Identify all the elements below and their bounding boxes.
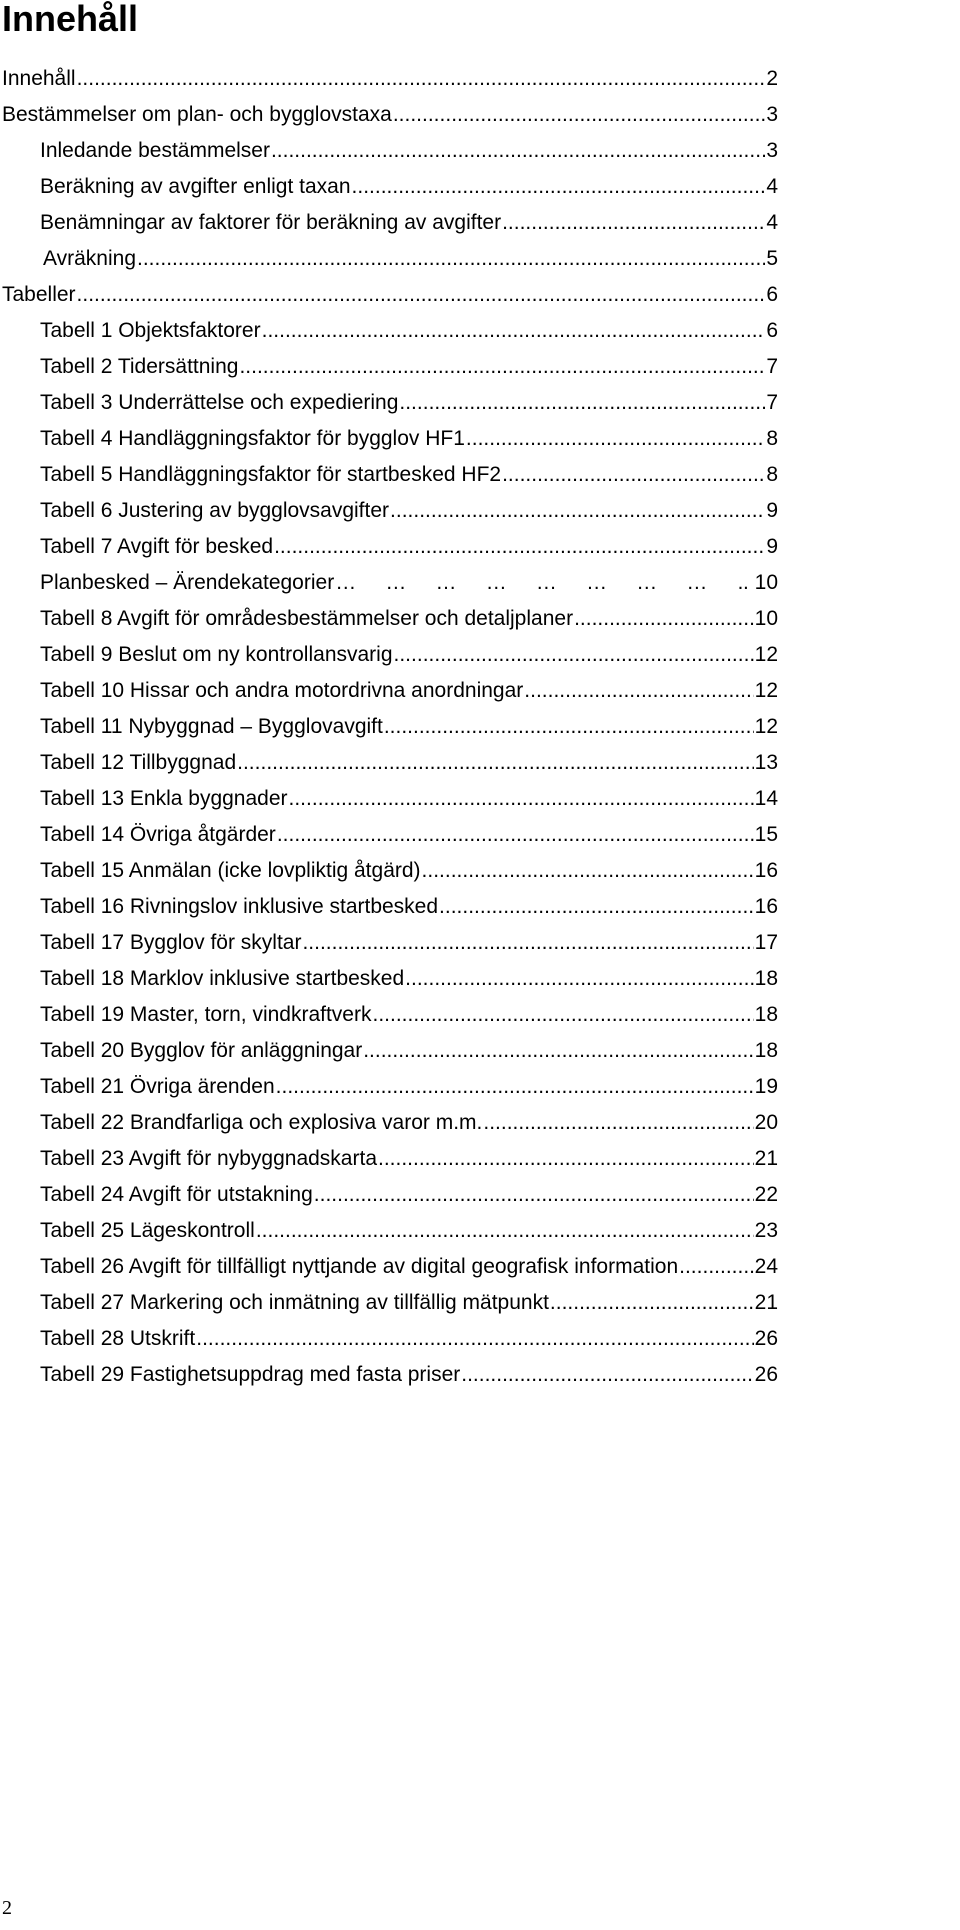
toc-entry[interactable] (2, 63, 778, 95)
dot-leader (77, 279, 766, 311)
toc-entry[interactable] (40, 1035, 778, 1067)
dot-leader (314, 1179, 754, 1211)
dot-leader (461, 1359, 753, 1391)
toc-entry[interactable] (40, 1359, 778, 1391)
toc-entry-label: Tabell 18 Marklov inklusive startbesked (40, 967, 405, 990)
toc-entry-label: Tabell 20 Bygglov för anläggningar (40, 1039, 363, 1062)
toc-entry-page: 21 (754, 1291, 778, 1314)
toc-entry[interactable] (40, 459, 778, 491)
toc-entry-label: Tabell 10 Hissar och andra motordrivna anordningar (40, 679, 524, 702)
toc-entry-label: Tabell 9 Beslut om ny kontrollansvarig (40, 643, 393, 666)
toc-entry[interactable] (40, 1287, 778, 1319)
toc-entry-page: 2 (766, 67, 778, 90)
toc-entry[interactable] (40, 351, 778, 383)
toc-entry-page: 24 (754, 1255, 778, 1278)
toc-entry-label: Inledande bestämmelser (40, 139, 270, 162)
toc-entry[interactable] (2, 279, 778, 311)
toc-entry-label: Tabell 7 Avgift för besked (40, 535, 274, 558)
toc-entry[interactable] (40, 1215, 778, 1247)
dot-leader (502, 207, 765, 239)
toc-entry[interactable] (40, 711, 778, 743)
dot-leader (276, 1071, 754, 1103)
toc-entry-label: Benämningar av faktorer för beräkning av avgifter (40, 211, 502, 234)
toc-entry-label: Tabell 14 Övriga åtgärder (40, 823, 276, 846)
toc-entry[interactable] (40, 999, 778, 1031)
toc-entry-page: 6 (766, 319, 778, 342)
toc-entry-page: 9 (766, 499, 778, 522)
dot-leader (405, 963, 753, 995)
dot-leader (262, 315, 766, 347)
toc-entry-label: Tabell 12 Tillbyggnad (40, 751, 237, 774)
toc-entry-label: Planbesked – Ärendekategorier (40, 571, 335, 594)
toc-entry[interactable] (40, 1071, 778, 1103)
toc-entry-page: 3 (766, 103, 778, 126)
toc-entry[interactable] (40, 747, 778, 779)
toc-entry-page: 5 (766, 247, 778, 270)
toc-entry-label: Tabell 26 Avgift för tillfälligt nyttjande av digital geografisk information (40, 1255, 679, 1278)
toc-entry-page: 12 (754, 679, 778, 702)
toc-entry-page: 7 (766, 355, 778, 378)
dot-leader (372, 999, 753, 1031)
dot-leader (384, 711, 754, 743)
toc-entry-label: Tabell 29 Fastighetsuppdrag med fasta priser (40, 1363, 461, 1386)
dot-leader (390, 495, 765, 527)
dot-leader (289, 783, 754, 815)
toc-entry-label: Tabell 24 Avgift för utstakning (40, 1183, 313, 1206)
toc-entry-page: 18 (754, 1003, 778, 1026)
toc-entry-page: 7 (766, 391, 778, 414)
dot-leader (237, 747, 754, 779)
toc-entry-page: 10 (754, 607, 778, 630)
dot-leader (277, 819, 754, 851)
toc-entry-page: 18 (754, 967, 778, 990)
toc-entry[interactable] (40, 1179, 778, 1211)
toc-entry[interactable] (40, 1143, 778, 1175)
toc-entry-label: Tabell 15 Anmälan (icke lovpliktig åtgärd) (40, 859, 421, 882)
toc-entry-label: Bestämmelser om plan- och bygglovstaxa (2, 103, 392, 126)
toc-entry-page: 13 (754, 751, 778, 774)
dot-leader (352, 171, 766, 203)
dot-leader (393, 99, 765, 131)
toc-entry[interactable] (40, 855, 778, 887)
dot-leader (378, 1143, 754, 1175)
dot-leader (302, 927, 753, 959)
toc-entry-page: 18 (754, 1039, 778, 1062)
toc-entry-page: 8 (766, 463, 778, 486)
dot-leader (422, 855, 754, 887)
dot-leader (679, 1251, 754, 1283)
toc-entry[interactable] (2, 99, 778, 131)
page-title: Innehåll (2, 0, 139, 39)
toc-entry-label: Tabell 6 Justering av bygglovsavgifter (40, 499, 390, 522)
toc-entry-label: Tabeller (2, 283, 76, 306)
toc-entry-page: 17 (754, 931, 778, 954)
dot-leader (77, 63, 766, 95)
toc-entry-page: 12 (754, 715, 778, 738)
dot-leader (502, 459, 765, 491)
toc-entry[interactable] (40, 135, 778, 167)
toc-entry-page: . 10 (742, 571, 778, 594)
toc-entry-page: 21 (754, 1147, 778, 1170)
toc-entry-label: Tabell 22 Brandfarliga och explosiva varor m.m. (40, 1111, 483, 1134)
toc-entry[interactable] (40, 315, 778, 347)
toc-entry-label: Tabell 3 Underrättelse och expediering (40, 391, 399, 414)
toc-entry-page: 26 (754, 1363, 778, 1386)
toc-entry[interactable] (40, 207, 778, 239)
toc-entry-label: Tabell 4 Handläggningsfaktor för bygglov HF1 (40, 427, 465, 450)
dot-leader (466, 423, 765, 455)
toc-entry-page: 9 (766, 535, 778, 558)
dot-leader (274, 531, 765, 563)
toc-entry[interactable] (40, 567, 778, 599)
toc-entry-page: 4 (766, 175, 778, 198)
toc-entry-page: 3 (766, 139, 778, 162)
toc-entry-page: 20 (754, 1111, 778, 1134)
toc-entry-label: Tabell 19 Master, torn, vindkraftverk (40, 1003, 372, 1026)
toc-entry-label: Tabell 21 Övriga ärenden (40, 1075, 275, 1098)
toc-entry-label: Beräkning av avgifter enligt taxan (40, 175, 351, 198)
toc-entry-page: 23 (754, 1219, 778, 1242)
toc-entry-page: 16 (754, 895, 778, 918)
toc-entry[interactable] (40, 783, 778, 815)
toc-entry-label: Tabell 8 Avgift för områdesbestämmelser och detaljplaner (40, 607, 574, 630)
toc-entry-page: 12 (754, 643, 778, 666)
toc-entry-label: Tabell 1 Objektsfaktorer (40, 319, 261, 342)
dot-leader (239, 351, 765, 383)
page-number: 2 (2, 1897, 12, 1919)
dot-leader (524, 675, 753, 707)
toc-entry-label: Tabell 27 Markering och inmätning av tillfällig mätpunkt (40, 1291, 549, 1314)
toc-entry[interactable] (40, 927, 778, 959)
toc-entry[interactable] (40, 639, 778, 671)
dot-leader (399, 387, 765, 419)
toc-entry-label: Avräkning (43, 247, 137, 270)
dot-leader (335, 567, 742, 599)
toc-entry[interactable] (40, 495, 778, 527)
toc-entry[interactable] (40, 819, 778, 851)
toc-entry-page: 15 (754, 823, 778, 846)
toc-entry[interactable] (40, 963, 778, 995)
toc-entry-page: 16 (754, 859, 778, 882)
toc-entry-label: Tabell 5 Handläggningsfaktor för startbesked HF2 (40, 463, 502, 486)
toc-entry-label: Tabell 23 Avgift för nybyggnadskarta (40, 1147, 377, 1170)
toc-entry[interactable] (40, 891, 778, 923)
dot-leader (137, 243, 765, 275)
dot-leader (394, 639, 754, 671)
toc-entry[interactable] (40, 171, 778, 203)
toc-entry-label: Tabell 25 Lägeskontroll (40, 1219, 255, 1242)
toc-entry-page: 14 (754, 787, 778, 810)
toc-entry-label: Tabell 17 Bygglov för skyltar (40, 931, 302, 954)
dot-leader (271, 135, 765, 167)
toc-entry-page: 22 (754, 1183, 778, 1206)
toc-entry-page: 6 (766, 283, 778, 306)
dot-leader (363, 1035, 753, 1067)
toc-entry[interactable] (40, 387, 778, 419)
toc-entry[interactable] (43, 243, 778, 275)
dot-leader (550, 1287, 754, 1319)
toc-entry[interactable] (40, 675, 778, 707)
toc-entry-page: 19 (754, 1075, 778, 1098)
dot-leader (483, 1107, 753, 1139)
toc-entry[interactable] (40, 423, 778, 455)
toc-entry[interactable] (40, 1107, 778, 1139)
toc-entry[interactable] (40, 531, 778, 563)
dot-leader (439, 891, 754, 923)
toc-entry-page: 26 (754, 1327, 778, 1350)
toc-entry-label: Innehåll (2, 67, 76, 90)
dot-leader (196, 1323, 753, 1355)
toc-entry[interactable] (40, 603, 778, 635)
toc-entry-label: Tabell 16 Rivningslov inklusive startbesked (40, 895, 439, 918)
toc-entry[interactable] (40, 1323, 778, 1355)
toc-entry-label: Tabell 11 Nybyggnad – Bygglovavgift (40, 715, 383, 738)
toc-entry-label: Tabell 13 Enkla byggnader (40, 787, 288, 810)
toc-entry-page: 4 (766, 211, 778, 234)
toc-entry-label: Tabell 28 Utskrift (40, 1327, 196, 1350)
dot-leader (256, 1215, 754, 1247)
dot-leader (574, 603, 754, 635)
toc-entry-page: 8 (766, 427, 778, 450)
toc-entry[interactable] (40, 1251, 778, 1283)
toc-entry-label: Tabell 2 Tidersättning (40, 355, 239, 378)
